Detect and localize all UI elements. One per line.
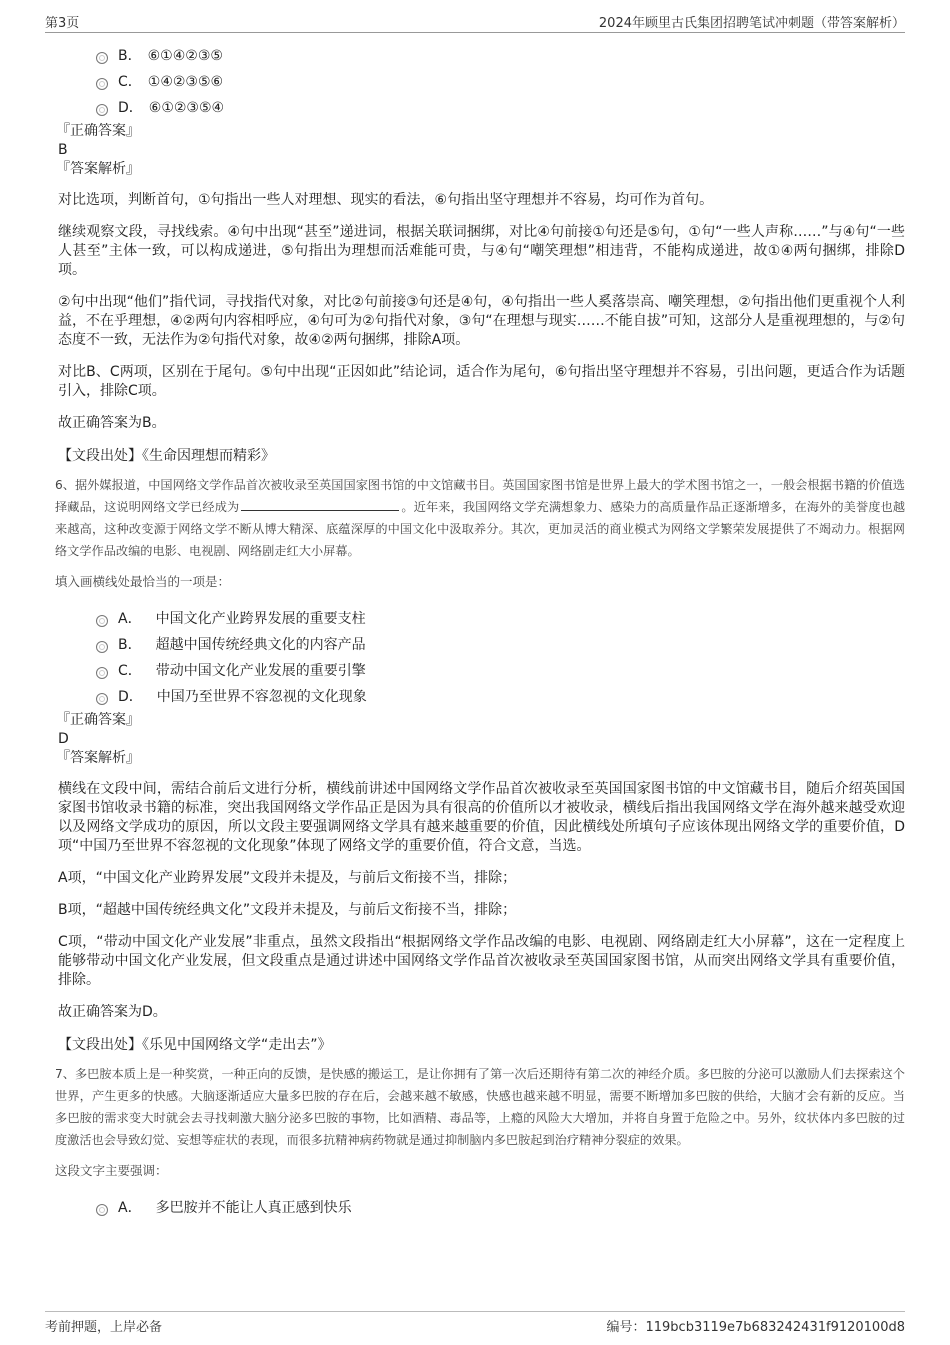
radio-icon[interactable] [96, 693, 108, 705]
option-letter: D． [118, 100, 143, 116]
radio-icon[interactable] [96, 615, 108, 627]
footer-slogan: 考前押题，上岸必备 [45, 1320, 163, 1335]
q6-source: 【文段出处】《乐见中国网络文学“走出去”》 [58, 1037, 332, 1053]
q7-options [50, 1195, 905, 1221]
option-text: ⑥①④②③⑤ [147, 48, 223, 64]
option-letter: A． [118, 611, 142, 627]
q5-analysis-para: ②句中出现“他们”指代词，寻找指代对象，对比②句前接③句还是④句，④句指出一些人奚落崇高、嘲笑理想，②句指出他们更重视个人利益，不在乎理想，④②两句内容相呼应，④句可为②句指代对象，③句“在理想与现实……不能自拔”可知，这部分人是重视理想的，与②句态度不一致，无法作为②句指代对象，故④②两句捆绑，排除A项。 [58, 294, 905, 348]
q5-option-d[interactable] [96, 95, 905, 121]
q5-option-b[interactable] [96, 43, 905, 69]
option-letter: A． [118, 1200, 142, 1216]
q5-analysis-para: 对比选项，判断首句，①句指出一些人对理想、现实的看法，⑥句指出坚守理想并不容易，均可作为首句。 [58, 192, 714, 208]
document-id: 编号：119bcb3119e7b683242431f9120100d8 [606, 1320, 905, 1335]
q5-options [50, 43, 905, 121]
option-letter: B． [118, 637, 142, 653]
q5-analysis-para: 故正确答案为B。 [58, 415, 166, 431]
q6-analysis-para: B项，“超越中国传统经典文化”文段并未提及，与前后文衔接不当，排除； [58, 902, 517, 918]
option-text: 中国文化产业跨界发展的重要支柱 [155, 611, 366, 627]
q6-analysis-para: 横线在文段中间，需结合前后文进行分析，横线前讲述中国网络文学作品首次被收录至英国国家图书馆的中文馆藏书目，随后介绍英国国家图书馆收录书籍的标准，突出我国网络文学作品正是因为具有很高的价值所以才被收录，横线后指出我国网络文学在海外越来越受欢迎以及网络文学成功的原因，所以文段主要强调网络文学具有越来越重要的价值，因此横线处所填句子应该体现出网络文学的重要价值，D项“中国乃至世界不容忽视的文化现象”体现了网络文学的重要价值，符合文意，当选。 [58, 781, 905, 854]
q7-option-a[interactable] [96, 1195, 905, 1221]
q6-option-c[interactable] [96, 658, 905, 684]
q6-analysis-para: 故正确答案为D。 [58, 1004, 167, 1020]
q6-stem-before: 6、据外媒报道，中国网络文学作品首次被收录至英国国家图书馆的中文馆藏书目。英国国家图书馆是世界上最大的学术图书馆之一，一般会根据书籍的价值选择藏品，这说明网络文学已经成为 [55, 478, 905, 514]
radio-icon[interactable] [96, 641, 108, 653]
page-header [45, 8, 905, 33]
q6-option-a[interactable] [96, 606, 905, 632]
option-letter: C． [118, 74, 142, 90]
radio-icon[interactable] [96, 104, 108, 116]
page-footer [45, 1311, 905, 1340]
q5-analysis-label: 『答案解析』 [56, 161, 140, 177]
radio-icon[interactable] [96, 1204, 108, 1216]
q5-answer: B [58, 142, 68, 158]
radio-icon[interactable] [96, 667, 108, 679]
radio-icon[interactable] [96, 78, 108, 90]
page-content [50, 40, 905, 1221]
q5-analysis-para: 继续观察文段，寻找线索。④句中出现“甚至”递进词，根据关联词捆绑，对比④句前接①句还是⑤句，①句“一些人声称……”与④句“一些人甚至”主体一致，可以构成递进，⑤句指出为理想而活难能可贵，与④句“嘲笑理想”相违背，不能构成递进，故①④两句捆绑，排除D项。 [58, 224, 905, 278]
q6-option-d[interactable] [96, 684, 905, 710]
q6-prompt: 填入画横线处最恰当的一项是： [55, 574, 231, 589]
q7-stem: 7、多巴胺本质上是一种奖赏，一种正向的反馈，是快感的搬运工，是让你拥有了第一次后还期待有第二次的神经介质。多巴胺的分泌可以激励人们去探索这个世界，产生更多的快感。大脑逐渐适应大量多巴胺的存在后，会越来越不敏感，快感也越来越不明显，需要不断增加多巴胺的供给，大脑才会有新的反应。当多巴胺的需求变大时就会去寻找刺激大脑分泌多巴胺的事物，比如酒精、毒品等，上瘾的风险大大增加，并将自身置于危险之中。另外，纹状体内多巴胺的过度激活也会导致幻觉、妄想等症状的表现，而很多抗精神病药物就是通过抑制脑内多巴胺起到治疗精神分裂症的效果。 [55, 1067, 905, 1147]
option-text: 超越中国传统经典文化的内容产品 [155, 637, 366, 653]
q6-answer-label: 『正确答案』 [56, 712, 140, 728]
document-title: 2024年顾里古氏集团招聘笔试冲刺题（带答案解析） [598, 16, 905, 31]
option-letter: C． [118, 663, 142, 679]
option-text: ①④②③⑤⑥ [147, 74, 224, 90]
option-text: 多巴胺并不能让人真正感到快乐 [155, 1200, 352, 1216]
q6-blank [241, 496, 399, 511]
q6-option-b[interactable] [96, 632, 905, 658]
q6-stem-after: 。近年来，我国网络文学充满想象力、感染力的高质量作品正逐渐增多，在海外的美誉度也越来越高，这种改变源于网络文学不断从博大精深、底蕴深厚的中国文化中汲取养分。其次，更加灵活的商业模式为网络文学繁荣发展提供了不竭动力。根据网络文学作品改编的电影、电视剧、网络剧走红大小屏幕。 [55, 500, 906, 558]
q6-stem [55, 474, 905, 562]
radio-icon[interactable] [96, 52, 108, 64]
q6-options [50, 606, 905, 710]
option-letter: D． [118, 689, 143, 705]
q6-analysis-para: C项，“带动中国文化产业发展”非重点，虽然文段指出“根据网络文学作品改编的电影、电视剧、网络剧走红大小屏幕”，这在一定程度上能够带动中国文化产业发展，但文段重点是通过讲述中国网络文学作品首次被收录至英国国家图书馆，从而突出网络文学具有重要价值，排除。 [58, 934, 905, 988]
q5-source: 【文段出处】《生命因理想而精彩》 [58, 448, 275, 464]
q6-analysis-label: 『答案解析』 [56, 750, 140, 766]
q6-analysis-para: A项，“中国文化产业跨界发展”文段并未提及，与前后文衔接不当，排除； [58, 870, 517, 886]
page-number: 第3页 [45, 16, 80, 31]
q7-prompt: 这段文字主要强调： [55, 1163, 168, 1178]
q5-option-c[interactable] [96, 69, 905, 95]
option-text: ⑥①②③⑤④ [148, 100, 225, 116]
option-text: 中国乃至世界不容忽视的文化现象 [156, 689, 367, 705]
q5-answer-label: 『正确答案』 [56, 123, 140, 139]
option-letter: B． [118, 48, 142, 64]
q5-analysis-para: 对比B、C两项，区别在于尾句。⑤句中出现“正因如此”结论词，适合作为尾句，⑥句指出坚守理想并不容易，引出问题，更适合作为话题引入，排除C项。 [58, 364, 905, 399]
q6-answer: D [58, 731, 69, 747]
option-text: 带动中国文化产业发展的重要引擎 [155, 663, 366, 679]
